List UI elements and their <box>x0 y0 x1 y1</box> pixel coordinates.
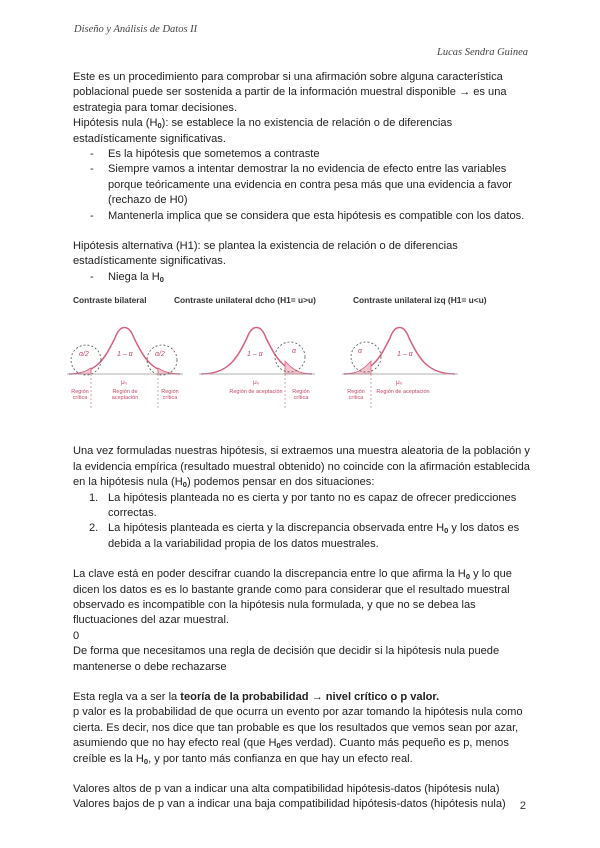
header-author: Lucas Sendra Guinea <box>437 47 528 58</box>
pvalue-paragraph: p valor es la probabilidad de que ocurra un evento por azar tomando la hipótesis nula como cierta. Es decir, nos dice que tan probable es que los resultados que vemos sean por azar, asumiendo que no hay efecto real (que $H_0es$ verdad). Cuanto más pequeño es p, menos creíble es la $H_0$, y por tanto más confianza en que hay un efecto real. <box>73 706 523 766</box>
region-critica-label: Región crítica <box>161 389 179 402</box>
situations-list <box>73 491 533 553</box>
alpha-label: α <box>292 348 296 356</box>
figure-label-left: Contraste unilateral izq (H1= u<u) <box>353 295 487 306</box>
region-critica-label: Región crítica <box>71 389 89 402</box>
low-p-values: Valores bajos de p van a indicar una baja compatibilidad hipótesis-datos (hipótesis nula) <box>73 798 506 811</box>
region-aceptacion-label: Región de aceptación <box>376 389 430 396</box>
list-item: - Es la hipótesis que sometemos a contraste <box>73 147 533 162</box>
decision-rule-paragraph: De forma que necesitamos una regla de decisión que decidir si la hipótesis nula puede mantenerse o debe rechazarse <box>73 645 500 673</box>
list-item: 2. La hipótesis planteada es cierta y la discrepancia observada entre $H_0$ y los datos es debida a la variabilidad propia de los datos muestrales. <box>89 522 520 550</box>
region-aceptacion-label: Región de aceptación <box>229 389 283 396</box>
hypothesis-test-figures <box>73 285 533 432</box>
h1-definition: Hipótesis alternativa (H1): se plantea la existencia de relación o de diferencias estadísticamente significativas. <box>73 240 458 268</box>
h0-definition: Hipótesis nula $(H_0)$: se establece la no existencia de relación o de diferencias estadísticamente significativas. <box>73 117 453 145</box>
right-tailed-test-figure <box>199 318 319 423</box>
intro-paragraph: Este es un procedimiento para comprobar si una afirmación sobre alguna característica poblacional puede ser sostenida a partir de la información muestral disponible → es una estrategia para tomar decisiones. <box>73 71 507 114</box>
high-p-values: Valores altos de p van a indicar una alta compatibilidad hipótesis-datos (hipótesis nula) <box>73 783 500 795</box>
mu0-label: μ₀ <box>253 379 260 387</box>
alpha-half-label: α/2 <box>155 351 165 359</box>
alpha-half-label: α/2 <box>79 351 89 359</box>
one-minus-alpha-label: 1 – α <box>247 351 263 359</box>
mu0-label: μ₀ <box>396 379 403 387</box>
h0-bullets <box>73 147 533 224</box>
page-body <box>73 70 533 813</box>
region-critica-label: Región crítica <box>347 389 365 402</box>
figure-label-right: Contraste unilateral dcho (H1= u>u) <box>174 295 316 306</box>
figure-label-bilateral: Contraste bilateral <box>73 295 147 306</box>
discrepancy-paragraph: La clave está en poder descifrar cuando la discrepancia entre lo que afirma la $H_0$ y lo que dicen los datos es es lo bastante grande como para considerar que el resultado muestral observado es incompatible con la hipótesis nula formulada, y que no se debea las fluctuaciones del azar muestral. <box>73 568 512 627</box>
list-item: - Niega la $H_0$ <box>73 270 533 285</box>
region-aceptacion-label: Región de aceptación <box>111 389 139 402</box>
header-course: Diseño y Análisis de Datos II <box>74 24 198 35</box>
region-critica-label: Región crítica <box>292 389 310 402</box>
list-item: - Mantenerla implica que se considera que esta hipótesis es compatible con los datos. <box>73 209 533 224</box>
zero-line: 0 <box>73 629 80 642</box>
list-item: - Siempre vamos a intentar demostrar la no evidencia de efecto entre las variables porque teóricamente una evidencia en contra pesa más que una evidencia a favor (rechazo de H0) <box>73 162 533 208</box>
h1-bullets <box>73 270 533 285</box>
one-minus-alpha-label: 1 – α <box>397 351 413 359</box>
one-minus-alpha-label: 1 – α <box>117 351 133 359</box>
mu0-label: μ₀ <box>121 379 128 387</box>
left-tailed-test-figure <box>342 318 462 423</box>
rule-sentence: Esta regla va a ser la teoría de la probabilidad → nivel crítico o p valor. <box>73 690 440 703</box>
alpha-label: α <box>358 348 362 356</box>
page-number: 2 <box>519 800 526 812</box>
situations-intro: Una vez formuladas nuestras hipótesis, si extraemos una muestra aleatoria de la población y la evidencia empírica (resultado muestral obtenido) no coincide con la afirmación establecida en la hipótesis nula $(H_0)$ podemos pensar en dos situaciones: <box>73 445 530 490</box>
bilateral-test-figure <box>67 318 187 423</box>
list-item: 1. La hipótesis planteada no es cierta y por tanto no es capaz de ofrecer predicciones correctas. <box>89 491 517 519</box>
